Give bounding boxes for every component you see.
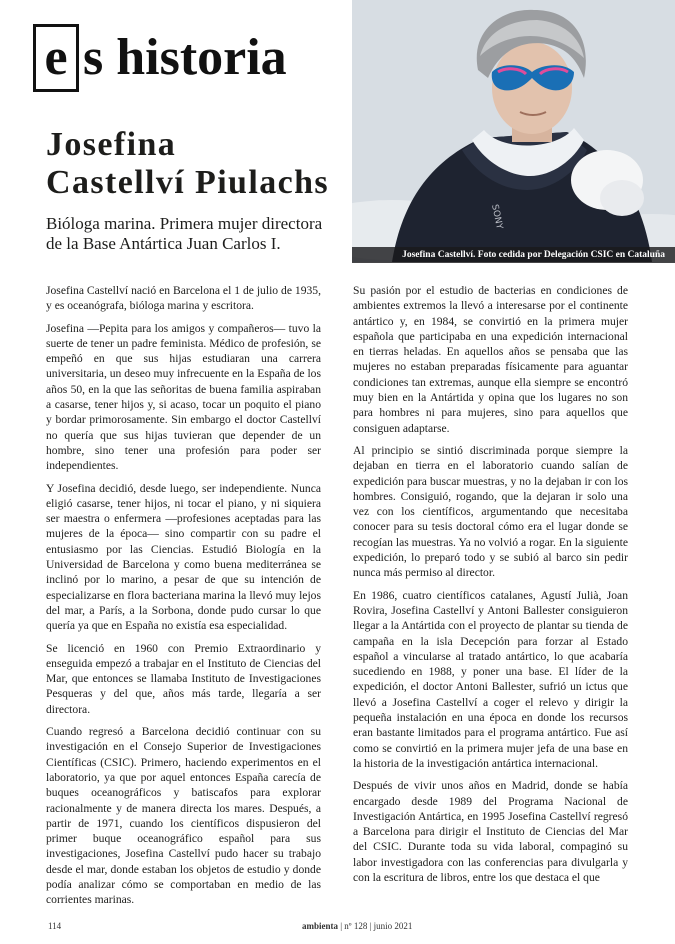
section-label — [33, 22, 287, 94]
paragraph: Cuando regresó a Barcelona decidió continuar con su investigación en el Consejo Superior de Investigaciones Científicas (CSIC). Primero, haciendo experimentos en el laboratorio, ya que por aquel entonces España carecía de buques oceanográficos y batiscafos para explorar racionalmente y de manera directa los mares. Después, a partir de 1971, cuando los científicos dispusieron del primer buque oceanográfico español para sus investigaciones, Josefina Castellví pudo hacer su trabajo desde el mar, donde estaban los objetos de estudio y donde podía analizar cómo se comportaban en medio de las corrientes marinas. — [46, 725, 321, 907]
photo-caption: Josefina Castellví. Foto cedida por Delegación CSIC en Cataluña — [352, 247, 675, 263]
paragraph: Josefina —Pepita para los amigos y compañeros— tuvo la suerte de tener un padre feminista. Médico de profesión, se empeñó en que sus hijas estudiaran una carrera universitaria, un deseo muy infrecuente en la España de los años 50, en la que las señoritas de buena familia aspiraban a casarse, tener hijos y, si acaso, tocar un poquito el piano y bordar primorosamente. Sin embargo el doctor Castellví no quería que sus hijas tuvieran que depender de un hombre, sino tener una profesión para poder ser independientes. — [46, 321, 321, 473]
article-subtitle — [46, 214, 322, 254]
paragraph: Y Josefina decidió, desde luego, ser independiente. Nunca eligió casarse, tener hijos, ni tocar el piano, y ni siquiera ser maestra o enfermera —profesiones aceptadas para las mujeres de la época— sino compartir con su padre el entusiasmo por las Ciencias. Estudió Biología en la Universidad de Barcelona y como buena mediterránea se inclinó por lo marino, a pesar de que su intención de especializarse en flora bacteriana marina la llevó muy lejos del mar, a París, a la Sorbona, donde pudo cursar lo que quería ya que en España no existía esa especialidad. — [46, 481, 321, 633]
portrait-illustration — [352, 0, 675, 262]
body-column-right — [353, 283, 628, 892]
section-label-boxed-letter: e — [33, 24, 79, 92]
paragraph: Al principio se sintió discriminada porque siempre la dejaban en tierra en el laboratorio cuando salían de expedición para buscar muestras, y no la dejaban ir con los hombres. Consiguió, rogando, que la dejaran ir solo una vez con los científicos, argumentando que necesitaba conocer para su tesis doctoral cómo era el lugar donde se recogían las muestras. Ya no volvió a rogar. En la siguiente expedición, lo preparó todo y se subió al barco sin pedir nunca más permiso al director. — [353, 443, 628, 580]
svg-text:SONY: SONY — [489, 203, 505, 231]
paragraph: Después de vivir unos años en Madrid, donde se había encargado desde 1989 del Programa Nacional de Investigación Antártica, en 1995 Josefina Castellví regresó a Barcelona para dirigir el Instituto de Ciencias del Mar del CSIC. Durante toda su vida laboral, compaginó su labor investigadora con las conferencias para divulgarla y con la escritura de libros, entre los que destaca el que — [353, 779, 628, 884]
title-line-2: Castellví Piulachs — [46, 164, 330, 201]
magazine-info — [302, 921, 412, 931]
subtitle-line-1: Bióloga marina. Primera mujer directora — [46, 214, 323, 233]
title-line-1: Josefina — [46, 126, 177, 163]
body-column-left — [46, 283, 321, 915]
page-number: 114 — [48, 921, 62, 931]
paragraph: Su pasión por el estudio de bacterias en condiciones de ambientes extremos la llevó a interesarse por el continente antártico y, en 1984, se convirtió en la primera mujer española que participaba en una expedición internacional en tierras heladas. En aquellos años se pensaba que las mujeres no estaban preparadas físicamente para aguantar condiciones tan extremas, aunque ella siempre se encontró muy bien en la Antártida y opina que los lugares no son para hombres ni para mujeres, sino para aquellos que consiguen adaptarse. — [353, 284, 628, 435]
magazine-name: ambienta — [302, 921, 338, 931]
paragraph: Se licenció en 1960 con Premio Extraordinario y enseguida empezó a trabajar en el Instituto de Ciencias del Mar, que entonces se llamaba Instituto de Investigaciones Pesqueras y del que, años más tarde, llegaría a ser directora. — [46, 641, 321, 716]
subtitle-line-2: de la Base Antártica Juan Carlos I. — [46, 234, 281, 253]
portrait-photo — [352, 0, 675, 262]
section-label-text: s historia — [83, 29, 287, 86]
paragraph: En 1986, cuatro científicos catalanes, Agustí Julià, Joan Rovira, Josefina Castellví y Antoni Ballester consiguieron llegar a la Antártida con el proyecto de plantar su tienda de campaña en la isla Decepción para forzar al Estado español a vincularse al tratado antártico, lo que acabaría sucediendo en 1988, y poner una base. El líder de la expedición, el doctor Antoni Ballester, sufrió un ictus que llevó a Josefina Castellví a coger el relevo y dirigir la pequeña instalación en una época en donde los recursos eran bastante limitados para el programa antártico. Fue así como se convirtió en la primera mujer jefa de una base en la historia de la investigación antártica internacional. — [353, 588, 628, 770]
paragraph: Josefina Castellví nació en Barcelona el 1 de julio de 1935, y es oceanógrafa, bióloga marina y escritora. — [46, 284, 321, 313]
issue-info: | nº 128 | junio 2021 — [338, 921, 413, 931]
article-title — [46, 126, 329, 202]
